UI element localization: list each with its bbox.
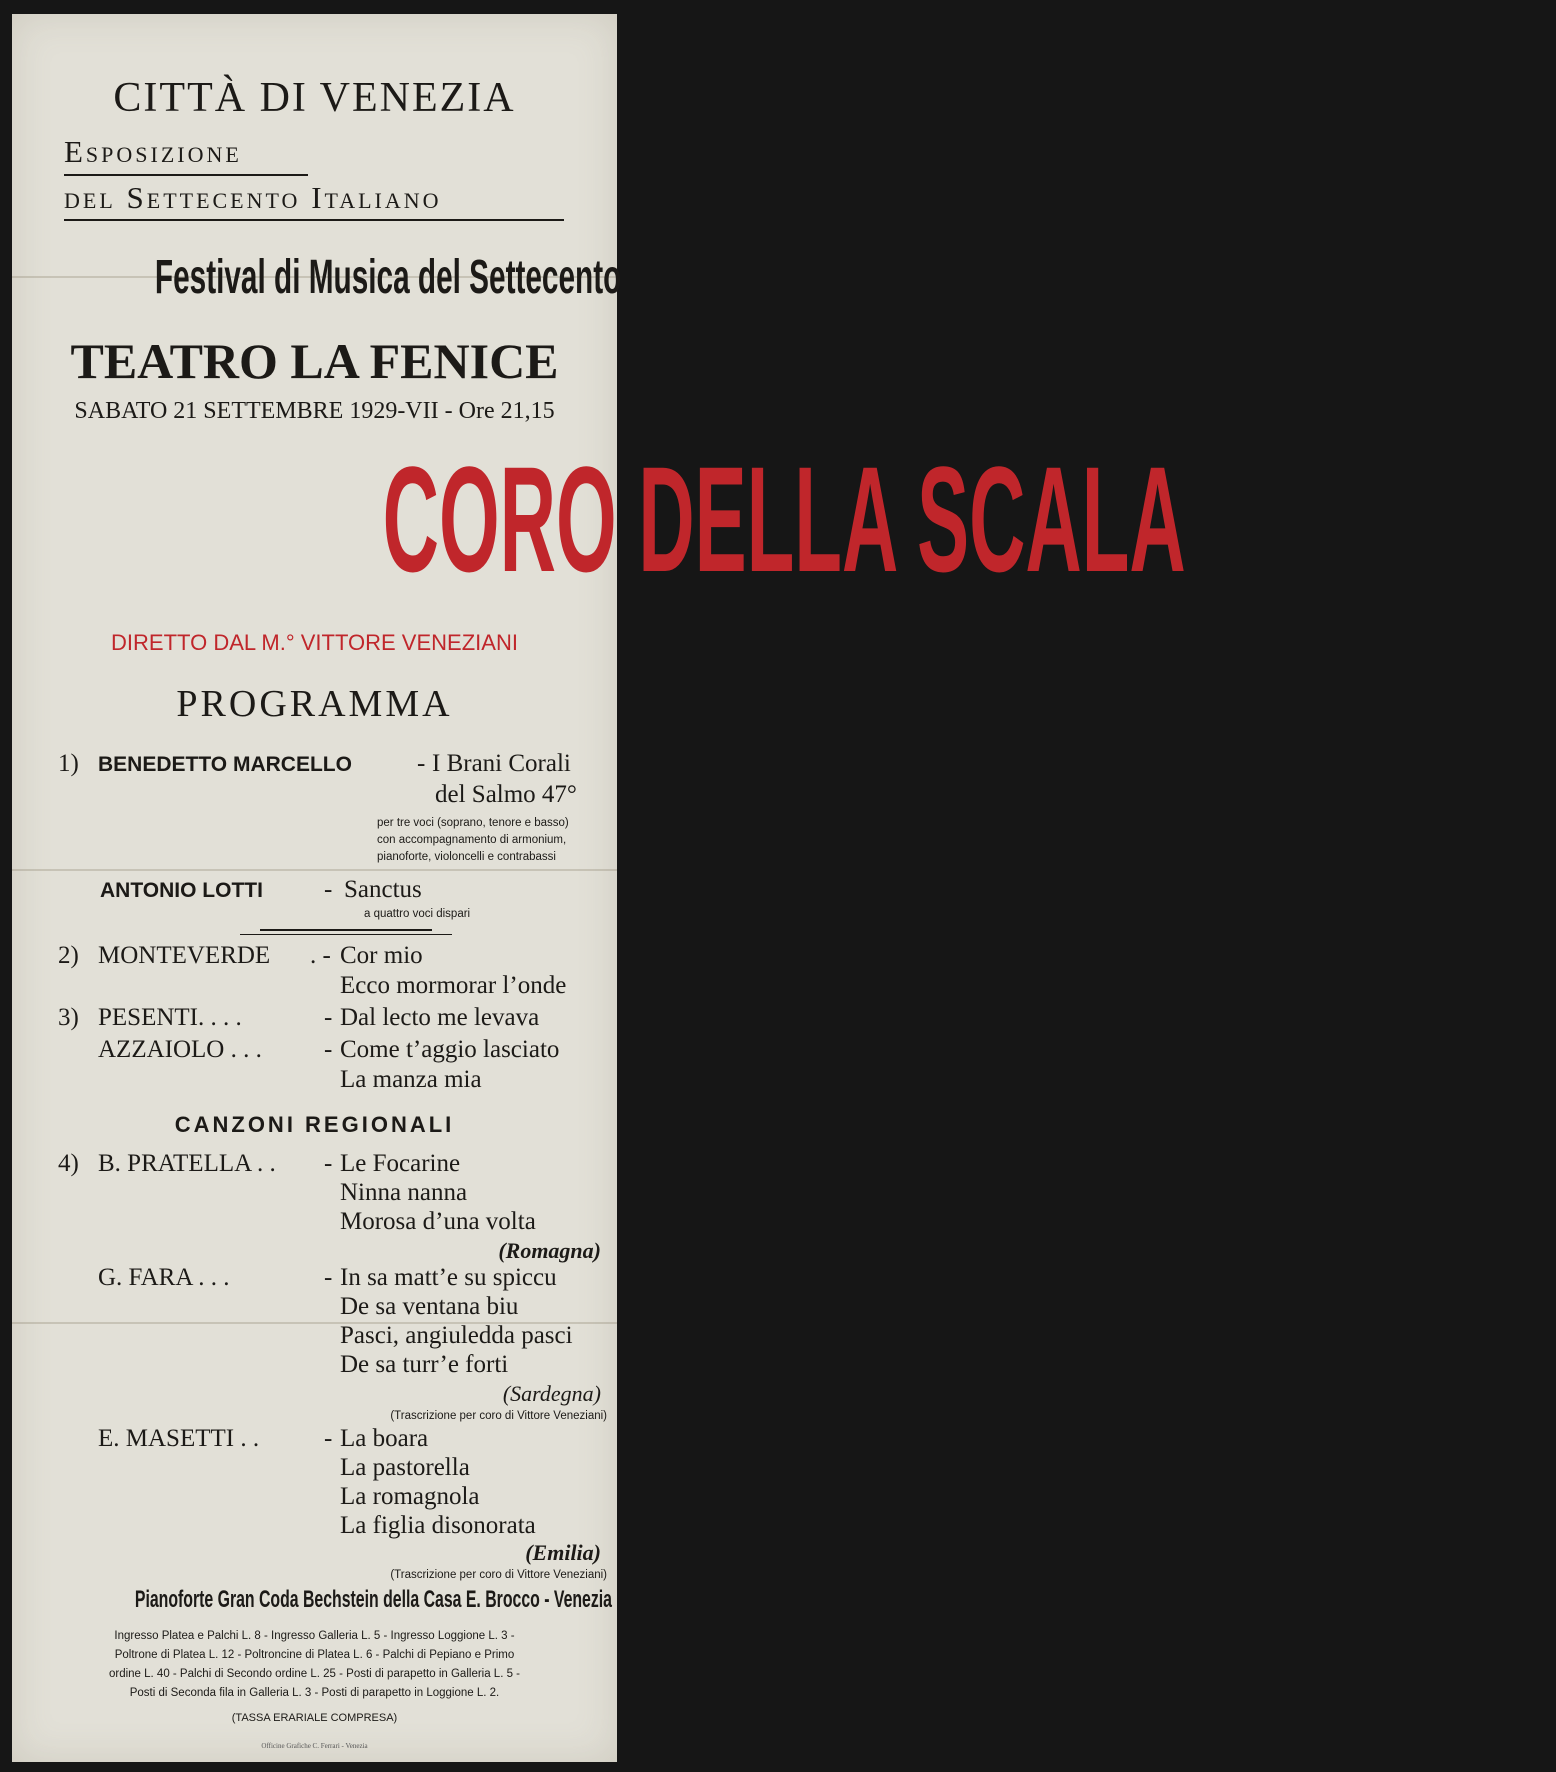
dash: - bbox=[324, 1036, 333, 1063]
piece-title: La manza mia bbox=[340, 1066, 482, 1093]
piano-notice: Pianoforte Gran Coda Bechstein della Casa E. Brocco - Venezia bbox=[134, 1586, 612, 1613]
performance-note: a quattro voci dispari bbox=[364, 908, 471, 920]
programme-item-3 bbox=[12, 1004, 617, 1034]
regional-item-fara-cont bbox=[12, 1293, 617, 1323]
composer-name: B. PRATELLA . . bbox=[98, 1150, 276, 1177]
piece-title: La romagnola bbox=[340, 1483, 480, 1510]
programme-item-1 bbox=[12, 750, 617, 780]
piece-title: Pasci, angiuledda pasci bbox=[340, 1322, 573, 1349]
composer-name: ANTONIO LOTTI bbox=[100, 879, 263, 902]
underline bbox=[64, 174, 308, 176]
piece-title: La pastorella bbox=[340, 1454, 470, 1481]
piece-title: Cor mio bbox=[340, 942, 423, 969]
regional-item-masetti-cont bbox=[12, 1512, 617, 1542]
item-number: 1) bbox=[58, 750, 79, 777]
dash: . - bbox=[310, 942, 331, 969]
programme-item-lotti bbox=[12, 876, 617, 906]
piece-title: In sa matt’e su spiccu bbox=[340, 1264, 557, 1291]
printer-credit: Officine Grafiche C. Ferrari - Venezia bbox=[261, 1742, 368, 1750]
price-line: Poltrone di Platea L. 12 - Poltroncine di Platea L. 6 - Palchi di Pepiano e Primo bbox=[114, 1649, 515, 1661]
city-title: CITTÀ DI VENEZIA bbox=[113, 75, 516, 121]
region-label: (Sardegna) bbox=[502, 1381, 601, 1406]
composer-name: AZZAIOLO . . . bbox=[98, 1036, 262, 1063]
transcription-note: (Trascrizione per coro di Vittore Veneziani) bbox=[390, 1410, 607, 1422]
dash: - bbox=[324, 1150, 333, 1177]
region-label: (Romagna) bbox=[498, 1238, 601, 1263]
programme-item-3b bbox=[12, 1036, 617, 1066]
programme-item-2-cont bbox=[12, 972, 617, 1002]
composer-name: BENEDETTO MARCELLO bbox=[98, 753, 352, 776]
regional-item-fara bbox=[12, 1264, 617, 1294]
festival-title: Festival di Musica del Settecento bbox=[154, 251, 622, 304]
tax-note: (TASSA ERARIALE COMPRESA) bbox=[231, 1712, 398, 1724]
regional-item-fara-cont bbox=[12, 1322, 617, 1352]
exhibition-line-1: Esposizione bbox=[64, 134, 242, 169]
piece-title: Le Focarine bbox=[340, 1150, 461, 1177]
performance-note: con accompagnamento di armonium, bbox=[377, 834, 567, 846]
performance-note: per tre voci (soprano, tenore e basso) bbox=[377, 817, 569, 829]
region-label: (Emilia) bbox=[525, 1540, 601, 1565]
fold-crease bbox=[12, 869, 617, 871]
piece-title: De sa ventana biu bbox=[340, 1293, 519, 1320]
price-line: Ingresso Platea e Palchi L. 8 - Ingresso Galleria L. 5 - Ingresso Loggione L. 3 - bbox=[114, 1630, 515, 1642]
item-number: 2) bbox=[58, 942, 79, 969]
performance-note: pianoforte, violoncelli e contrabassi bbox=[377, 851, 556, 863]
piece-title: Ecco mormorar l’onde bbox=[340, 972, 567, 999]
dash: - bbox=[417, 750, 426, 777]
piece-title: Come t’aggio lasciato bbox=[340, 1036, 560, 1063]
concert-poster bbox=[12, 14, 1186, 1762]
price-line: ordine L. 40 - Palchi di Secondo ordine L. 25 - Posti di parapetto in Galleria L. 5 - bbox=[108, 1668, 521, 1680]
piece-title: La figlia disonorata bbox=[340, 1512, 536, 1539]
choir-title: CORO DELLA SCALA bbox=[382, 435, 1186, 603]
programme-item-1-cont bbox=[12, 781, 617, 811]
regional-item-fara-cont bbox=[12, 1351, 617, 1381]
regional-item-masetti bbox=[12, 1425, 617, 1455]
item-number: 4) bbox=[58, 1150, 79, 1177]
exhibition-line-2: del Settecento Italiano bbox=[64, 180, 442, 215]
regional-item-masetti-cont bbox=[12, 1483, 617, 1513]
section-divider bbox=[240, 934, 452, 935]
dash: - bbox=[324, 876, 333, 903]
piece-title: Ninna nanna bbox=[340, 1179, 468, 1206]
dash: - bbox=[324, 1425, 333, 1452]
concert-date: SABATO 21 SETTEMBRE 1929-VII - Ore 21,15 bbox=[74, 398, 555, 424]
item-number: 3) bbox=[58, 1004, 79, 1031]
programme-heading: PROGRAMMA bbox=[176, 683, 453, 725]
regional-item-pratella-cont bbox=[12, 1208, 617, 1238]
regional-songs-heading: CANZONI REGIONALI bbox=[174, 1112, 455, 1137]
programme-item-3b-cont bbox=[12, 1066, 617, 1096]
underline bbox=[64, 219, 564, 221]
piece-title: De sa turr’e forti bbox=[340, 1351, 509, 1378]
piece-title: I Brani Corali bbox=[432, 750, 571, 777]
section-divider bbox=[260, 929, 432, 931]
theatre-name: TEATRO LA FENICE bbox=[70, 333, 559, 389]
dash: - bbox=[324, 1004, 333, 1031]
director-line: DIRETTO DAL M.° VITTORE VENEZIANI bbox=[111, 630, 518, 655]
composer-name: E. MASETTI . . bbox=[98, 1425, 260, 1452]
composer-name: MONTEVERDE bbox=[98, 942, 271, 969]
piece-title: Dal lecto me levava bbox=[340, 1004, 540, 1031]
regional-item-pratella bbox=[12, 1150, 617, 1180]
composer-name: PESENTI. . . . bbox=[98, 1004, 242, 1031]
programme-item-2 bbox=[12, 942, 617, 972]
regional-item-pratella-cont bbox=[12, 1179, 617, 1209]
composer-name: G. FARA . . . bbox=[98, 1264, 230, 1291]
dash: - bbox=[324, 1264, 333, 1291]
piece-title: Morosa d’una volta bbox=[340, 1208, 536, 1235]
transcription-note: (Trascrizione per coro di Vittore Veneziani) bbox=[390, 1569, 607, 1581]
piece-title: del Salmo 47° bbox=[435, 781, 577, 808]
piece-title: Sanctus bbox=[344, 876, 422, 903]
piece-title: La boara bbox=[340, 1425, 429, 1452]
regional-item-masetti-cont bbox=[12, 1454, 617, 1484]
price-line: Posti di Seconda fila in Galleria L. 3 - Posti di parapetto in Loggione L. 2. bbox=[129, 1687, 500, 1699]
